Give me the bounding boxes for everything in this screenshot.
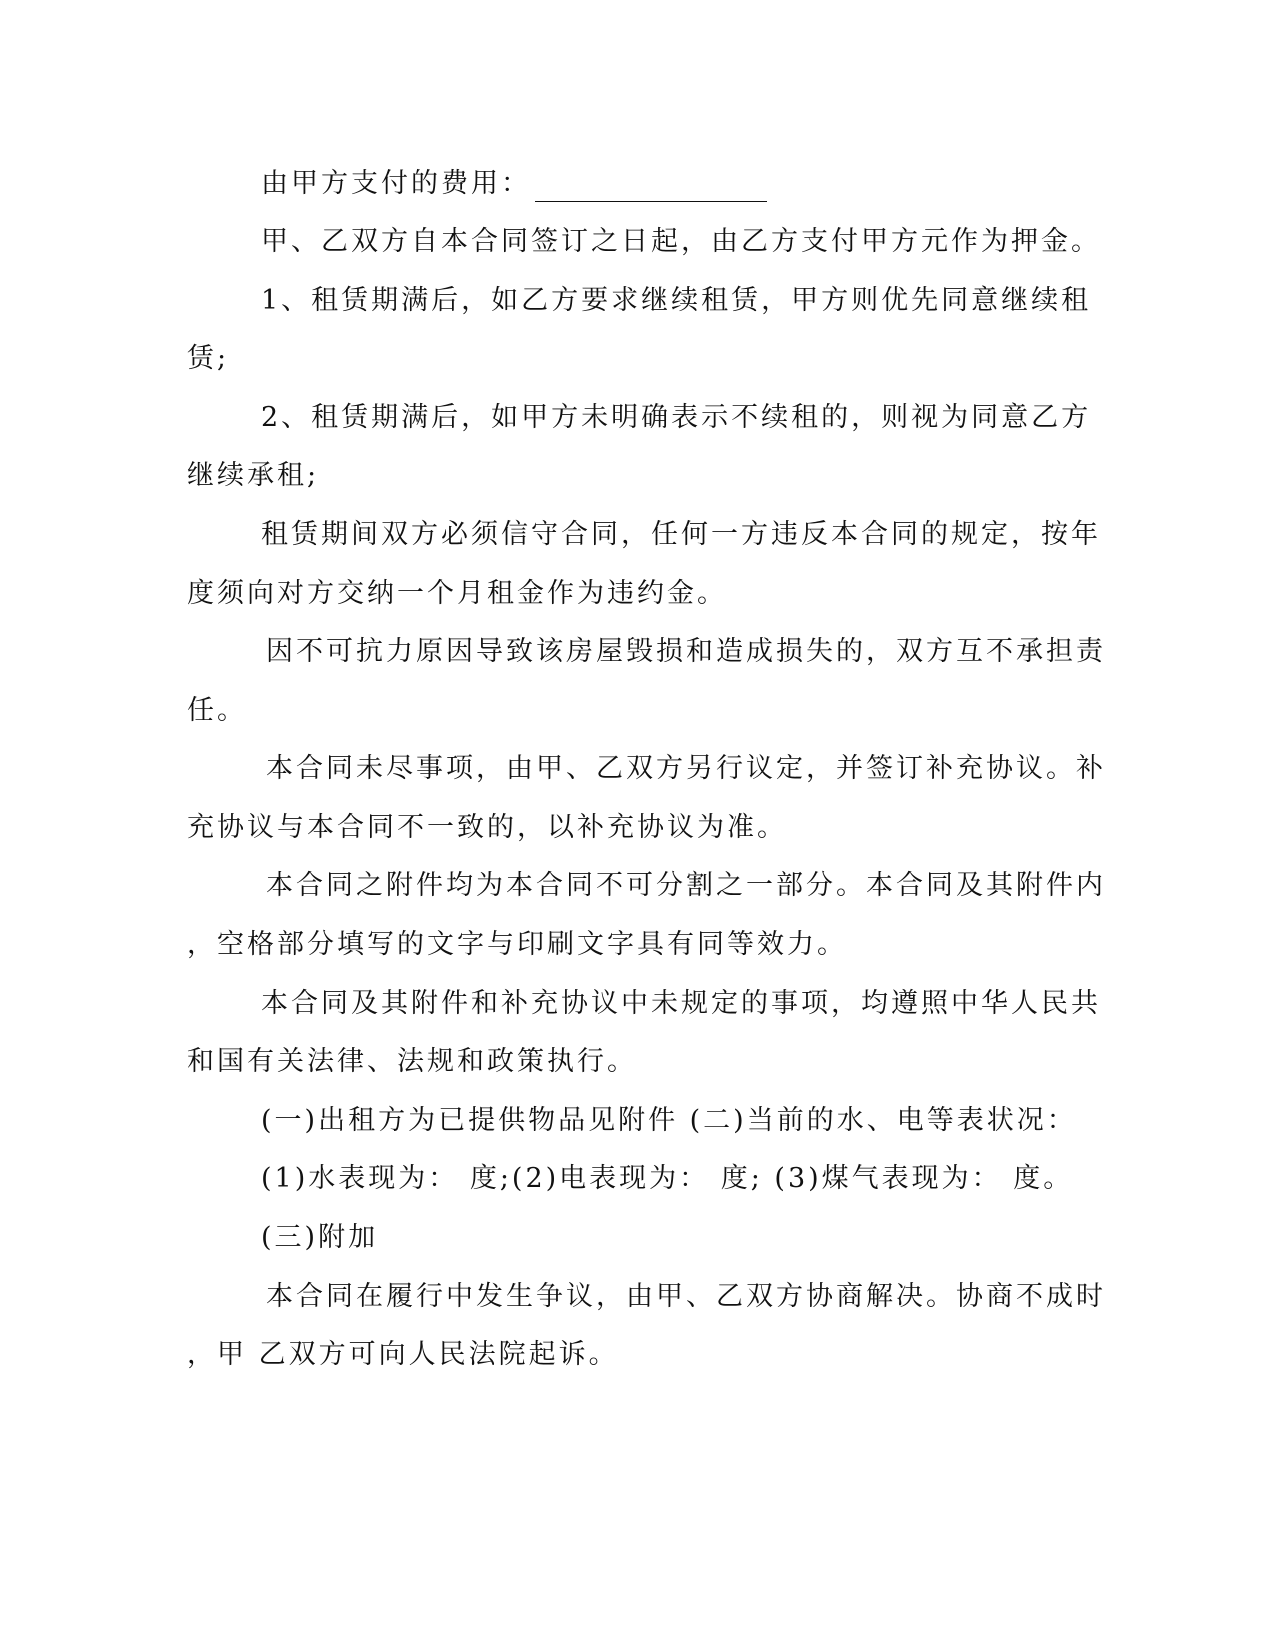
text-line: 度须向对方交纳一个月租金作为违约金。 [187,578,727,609]
text-line: 本合同之附件均为本合同不可分割之一部分。本合同及其附件内 [266,870,1106,901]
text-line: 甲、乙双方自本合同签订之日起，由乙方支付甲方元作为押金。 [261,226,1101,257]
text-line: 租赁期间双方必须信守合同，任何一方违反本合同的规定，按年 [261,519,1101,550]
text-line: ，甲 乙双方可向人民法院起诉。 [187,1339,619,1370]
fill-in-blank [535,175,767,202]
text-line: 1、租赁期满后，如乙方要求继续租赁，甲方则优先同意继续租 [261,285,1092,316]
text-line: 任。 [187,695,247,726]
text-line: 和国有关法律、法规和政策执行。 [187,1046,637,1077]
text-line: ，空格部分填写的文字与印刷文字具有同等效力。 [187,929,847,960]
text-line: 本合同在履行中发生争议，由甲、乙双方协商解决。协商不成时 [266,1281,1106,1312]
text-line: (1)水表现为： 度;(2)电表现为： 度; (3)煤气表现为： 度。 [261,1163,1074,1194]
text-line: 本合同未尽事项，由甲、乙双方另行议定，并签订补充协议。补 [266,753,1106,784]
text-line: 因不可抗力原因导致该房屋毁损和造成损失的，双方互不承担责 [266,636,1106,667]
text-line: 充协议与本合同不一致的，以补充协议为准。 [187,812,787,843]
text-line: 赁; [187,343,230,374]
text-line: 本合同及其附件和补充协议中未规定的事项，均遵照中华人民共 [261,988,1101,1019]
text-line: 继续承租; [187,460,320,491]
text-line: 2、租赁期满后，如甲方未明确表示不续租的，则视为同意乙方 [261,402,1092,433]
text-line: (一)出租方为已提供物品见附件 (二)当前的水、电等表状况： [261,1105,1077,1136]
text-line: 由甲方支付的费用： [261,168,531,199]
fee-line [261,166,1161,202]
text-line: (三)附加 [261,1222,379,1253]
